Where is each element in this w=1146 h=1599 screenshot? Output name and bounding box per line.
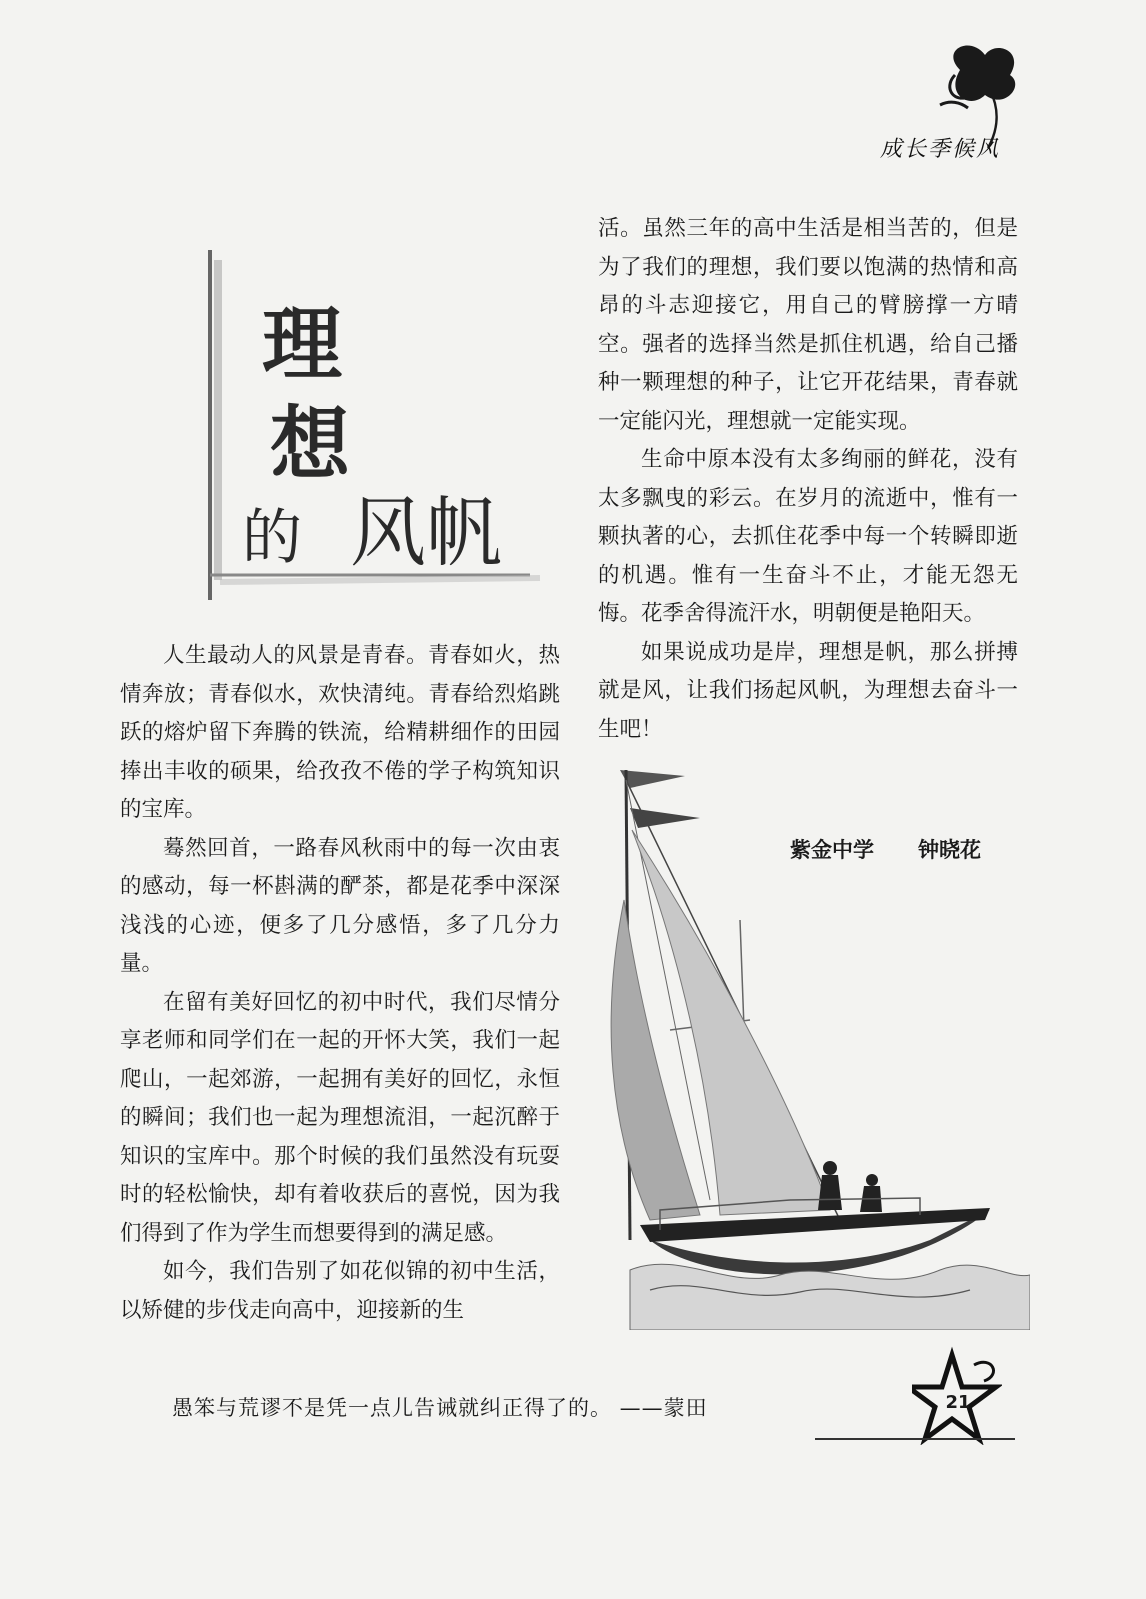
title-char-de: 的 xyxy=(242,503,302,573)
title-char-fengfan: 风帆 xyxy=(350,488,502,577)
article-title xyxy=(200,240,560,600)
sailboat-illustration xyxy=(590,770,1030,1330)
paragraph: 如今，我们告别了如花似锦的初中生活，以矫健的步伐走向高中，迎接新的生 xyxy=(120,1259,560,1323)
left-column xyxy=(120,637,560,1330)
paragraph: 蓦然回首，一路春风秋雨中的每一次由衷的感动，每一杯斟满的酽茶，都是花季中深深浅浅的心迹，便多了几分感悟，多了几分力量。 xyxy=(120,835,560,976)
section-label: 成长季候风 xyxy=(880,137,1001,162)
title-char-xiang: 想 xyxy=(270,397,350,491)
page-number: 21 xyxy=(945,1392,971,1413)
paragraph: 活。虽然三年的高中生活是相当苦的，但是为了我们的理想，我们要以饱满的热情和高昂的斗志迎接它，用自己的臂膀撑一方晴空。强者的选择当然是抓住机遇，给自己播种一颗理想的种子，让它开花结果，青春就一定能闪光，理想就一定能实现。 xyxy=(598,216,1018,434)
footer-quote: 愚笨与荒谬不是凭一点儿告诫就纠正得了的。 ——蒙田 xyxy=(172,1396,708,1420)
author-school: 紫金中学 xyxy=(790,838,874,862)
paragraph: 如果说成功是岸，理想是帆，那么拼搏就是风，让我们扬起风帆，为理想去奋斗一生吧！ xyxy=(598,639,1018,742)
right-column xyxy=(598,210,1018,749)
paragraph: 人生最动人的风景是青春。青春如火，热情奔放；青春似水，欢快清纯。青春给烈焰跳跃的熔炉留下奔腾的铁流，给精耕细作的田园捧出丰收的硕果，给孜孜不倦的学子构筑知识的宝库。 xyxy=(120,643,560,822)
title-char-li: 理 xyxy=(262,297,342,391)
author-name: 钟晓花 xyxy=(918,838,981,862)
paragraph: 生命中原本没有太多绚丽的鲜花，没有太多飘曳的彩云。在岁月的流逝中，惟有一颗执著的心，去抓住花季中每一个转瞬即逝的机遇。惟有一生奋斗不止，才能无怨无悔。花季舍得流汗水，明朝便是艳阳天。 xyxy=(598,447,1018,626)
paragraph: 在留有美好回忆的初中时代，我们尽情分享老师和同学们在一起的开怀大笑，我们一起爬山，一起郊游，一起拥有美好的回忆，永恒的瞬间；我们也一起为理想流泪，一起沉醉于知识的宝库中。那个时候的我们虽然没有玩耍时的轻松愉快，却有着收获后的喜悦，因为我们得到了作为学生而想要得到的满足感。 xyxy=(120,989,560,1246)
footer-divider xyxy=(815,1438,1015,1440)
